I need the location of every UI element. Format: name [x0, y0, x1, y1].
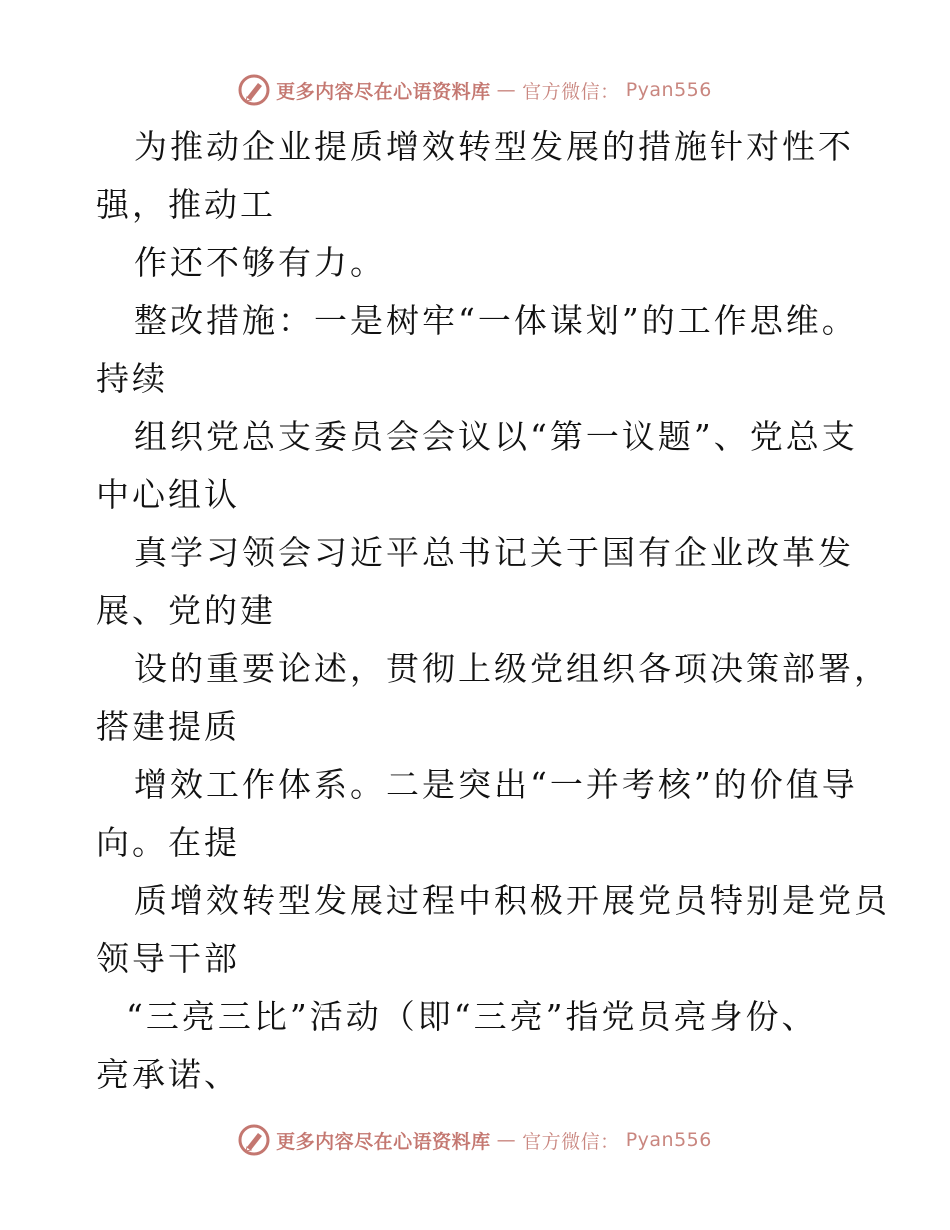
- watermark-sub-text: 官方微信：: [522, 80, 620, 103]
- document-body: [96, 118, 890, 1104]
- watermark: [238, 1124, 712, 1156]
- text-line: 持续: [96, 359, 168, 398]
- text-line: “三亮三比”活动（即“三亮”指党员亮身份、: [126, 997, 818, 1036]
- watermark-dash: —: [496, 79, 517, 101]
- watermark-wechat-id: Pyan556: [625, 79, 712, 101]
- text-line: 增效工作体系。二是突出“一并考核”的价值导: [134, 765, 858, 804]
- text-line: 真学习领会习近平总书记关于国有企业改革发: [134, 533, 854, 572]
- text-line: 质增效转型发展过程中积极开展党员特别是党员: [134, 881, 890, 920]
- pen-logo-icon: [238, 1124, 270, 1156]
- text-line: 强，推动工: [96, 185, 276, 224]
- text-line: 亮承诺、: [96, 1055, 240, 1094]
- watermark-main-text: 更多内容尽在心语资料库: [276, 1130, 491, 1153]
- header-watermark: [0, 70, 950, 110]
- text-line: 展、党的建: [96, 591, 276, 630]
- watermark-sub-text: 官方微信：: [522, 1130, 620, 1153]
- watermark-dash: —: [496, 1129, 517, 1151]
- watermark: [238, 74, 712, 106]
- watermark-main-text: 更多内容尽在心语资料库: [276, 80, 491, 103]
- pen-logo-icon: [238, 74, 270, 106]
- text-line: 组织党总支委员会会议以“第一议题”、党总支: [134, 417, 858, 456]
- footer-watermark: [0, 1120, 950, 1160]
- text-line: 中心组认: [96, 475, 240, 514]
- text-line: 设的重要论述，贯彻上级党组织各项决策部署，: [134, 649, 890, 688]
- text-line: 作还不够有力。: [134, 243, 386, 282]
- text-line: 向。在提: [96, 823, 240, 862]
- text-line: 领导干部: [96, 939, 240, 978]
- text-line: 整改措施：一是树牢“一体谋划”的工作思维。: [134, 301, 858, 340]
- watermark-wechat-id: Pyan556: [625, 1129, 712, 1151]
- text-line: 搭建提质: [96, 707, 240, 746]
- text-line: 为推动企业提质增效转型发展的措施针对性不: [134, 127, 854, 166]
